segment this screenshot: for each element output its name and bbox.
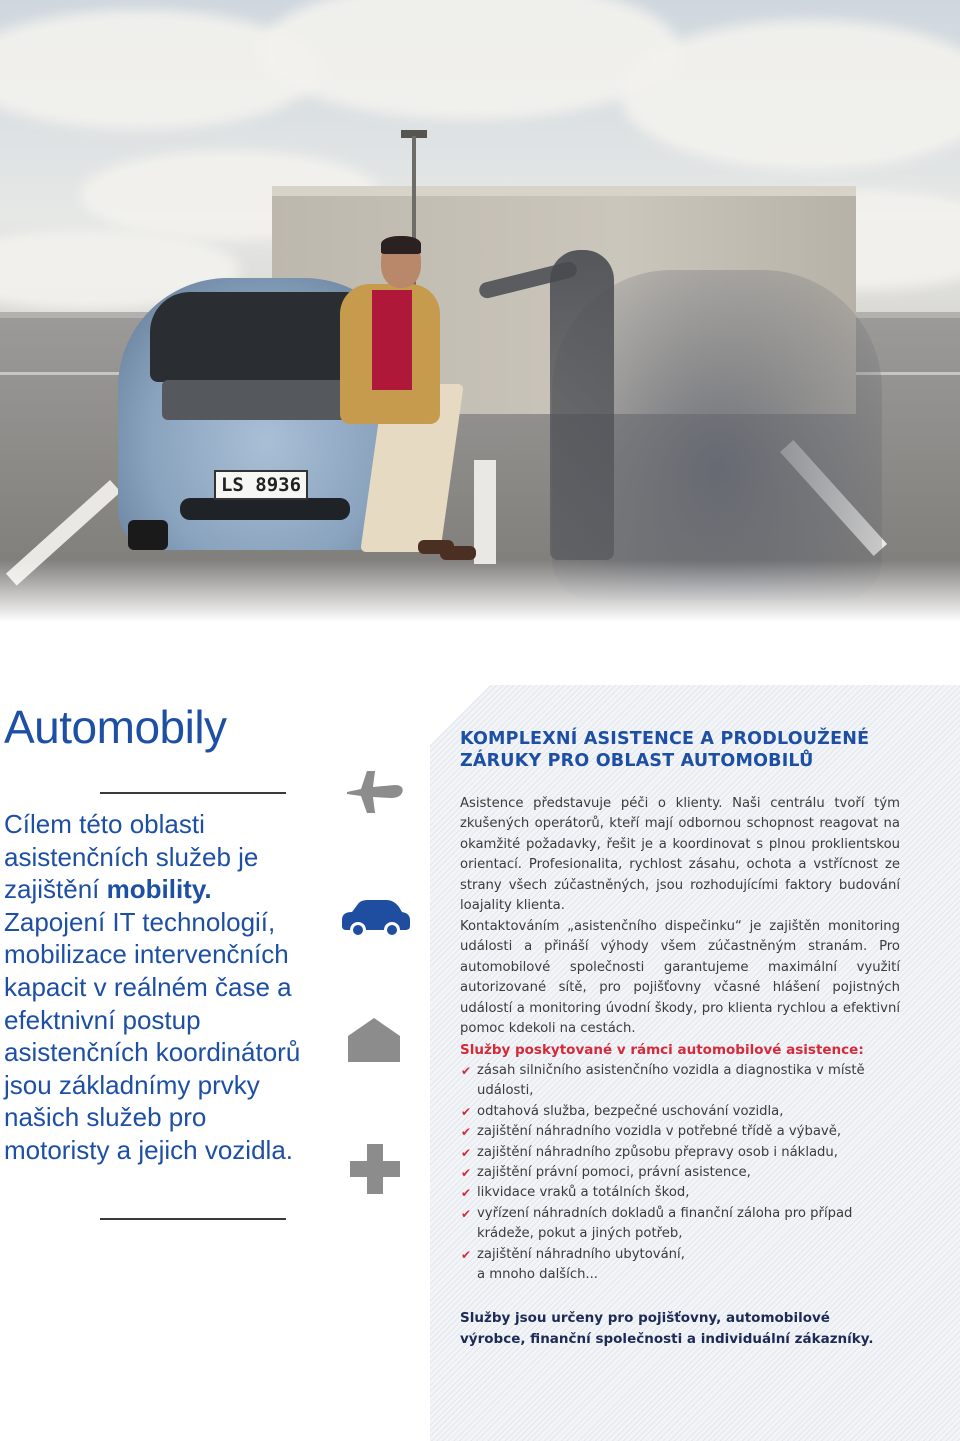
list-item	[460, 1204, 900, 1245]
wall-top-edge	[272, 186, 856, 196]
list-item	[460, 1245, 900, 1265]
check-icon: ✔	[461, 1104, 472, 1119]
airplane-icon	[345, 765, 405, 819]
list-item-text: zajištění právní pomoci, právní asistence,	[477, 1165, 751, 1181]
engine	[162, 380, 362, 420]
list-item-text: zajištění náhradního způsobu přepravy osob i nákladu,	[477, 1144, 838, 1160]
medical-cross-icon	[350, 1144, 400, 1194]
house-icon	[346, 1016, 402, 1062]
hero-photo	[0, 0, 960, 622]
parking-stripe	[474, 460, 496, 564]
list-item-more	[460, 1265, 900, 1285]
list-item-text: odtahová služba, bezpečné uschování vozidla,	[477, 1103, 784, 1119]
list-item	[460, 1183, 900, 1203]
paragraph-dispatch: Kontaktováním „asistenčního dispečinku“ je zajištěn monitoring události a přináší výhody všem zúčastněným stranám. Pro automobilové společnosti garantujeme maximální využití autorizované sítě, pro pojišťovny včasné hlášení pojistných událostí a monitoring úvodní škody, pro klienta rychlou a efektivní pomoc kdekoli na cestách.	[460, 919, 900, 1037]
list-item-text: a mnoho dalších...	[477, 1267, 598, 1283]
check-icon: ✔	[461, 1125, 472, 1140]
section-heading: KOMPLEXNÍ ASISTENCE A PRODLOUŽENÉ ZÁRUKY PRO OBLAST AUTOMOBILŮ	[460, 729, 870, 771]
list-item	[460, 1122, 900, 1142]
car-icon	[338, 898, 412, 936]
list-item-text: zajištění náhradního ubytování,	[477, 1246, 685, 1262]
check-icon: ✔	[461, 1186, 472, 1201]
cloud	[620, 20, 960, 170]
check-icon: ✔	[461, 1206, 472, 1221]
services-list	[460, 1061, 900, 1285]
intro-text-start: Cílem této oblasti asistenčních služeb je zajištění	[4, 809, 259, 905]
intro-text-end: Zapojení IT technologií, mobilizace intervenčních kapacit v reálném čase a efektnivní postup asistenčních koordinátorů jsou základnímy prvky našich služeb pro motoristy a jejich vozidla.	[4, 906, 301, 1165]
list-item	[460, 1143, 900, 1163]
list-item	[460, 1163, 900, 1183]
closing-statement: Služby jsou určeny pro pojišťovny, automobilové výrobce, finanční společnosti a individuální zákazníky.	[460, 1310, 874, 1347]
page-title: Automobily	[4, 701, 227, 753]
services-heading: Služby poskytované v rámci automobilové asistence:	[460, 1042, 864, 1058]
car-tire	[128, 520, 168, 550]
ghost-person-shadow	[550, 250, 614, 560]
check-icon: ✔	[461, 1247, 472, 1262]
list-item-text: vyřízení náhradních dokladů a finanční záloha pro případ krádeže, pokut a jiných potřeb,	[477, 1205, 853, 1242]
list-item	[460, 1102, 900, 1122]
list-item-text: likvidace vraků a totálních škod,	[477, 1185, 690, 1201]
cloud	[260, 0, 680, 120]
title-rule	[100, 792, 286, 794]
man-shoe	[440, 546, 476, 560]
list-item-text: zajištění náhradního vozidla v potřebné třídě a výbavě,	[477, 1124, 842, 1140]
check-icon: ✔	[461, 1145, 472, 1160]
list-item	[460, 1061, 900, 1102]
check-icon: ✔	[461, 1064, 472, 1078]
man-hair	[381, 236, 421, 254]
man-shirt	[372, 290, 412, 390]
intro-rule	[100, 1218, 286, 1220]
intro-text	[4, 808, 304, 1167]
intro-bold-word: mobility.	[106, 874, 212, 905]
list-item-text: zásah silničního asistenčního vozidla a diagnostika v místě události,	[477, 1063, 865, 1099]
car-grille	[180, 498, 350, 520]
paragraph-assistance: Asistence představuje péči o klienty. Naši centrálu tvoří tým zkušených operátorů, kteří mají odbornou schopnost reagovat na okamžité požadavky, řešit je a koordinovat s plnou proklientskou orientací. Profesionalita, rychlost zásahu, ochota a vstřícnost ze strany všech zúčastněných, jsou rozhodujícími faktory budování loajality klienta.	[460, 796, 900, 914]
hero-fade	[0, 560, 960, 622]
check-icon: ✔	[461, 1166, 472, 1181]
license-plate: LS 8936	[214, 470, 308, 500]
